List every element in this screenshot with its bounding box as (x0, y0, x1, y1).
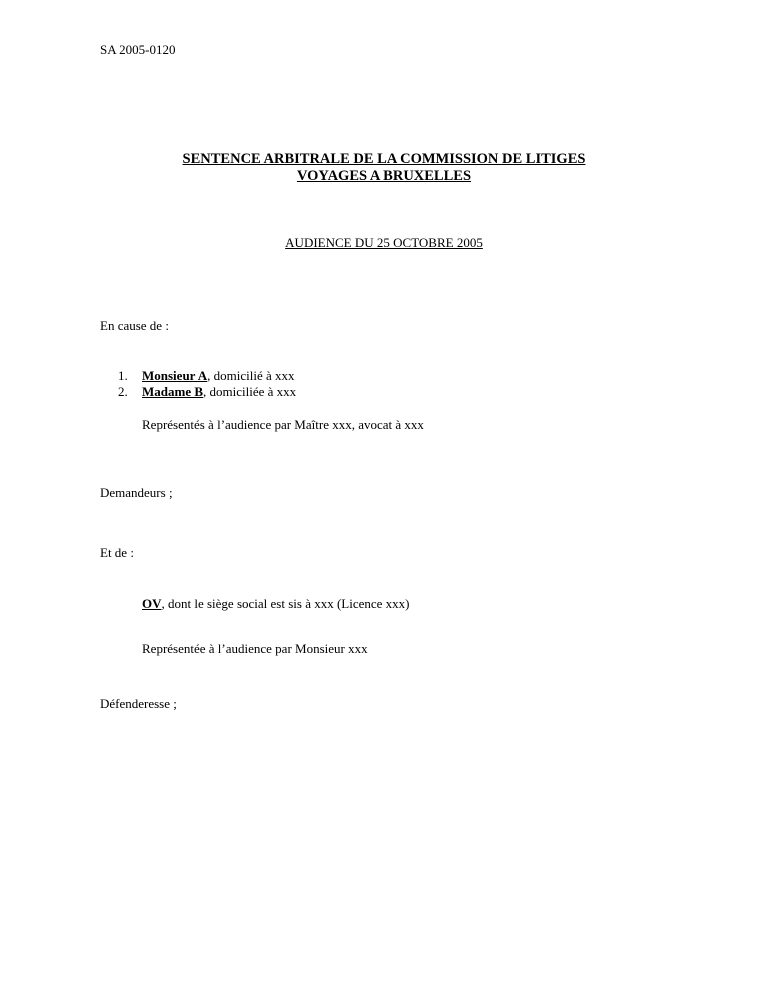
document-title-line-1: SENTENCE ARBITRALE DE LA COMMISSION DE LITIGES (182, 151, 586, 167)
party-number: 1. (118, 368, 128, 383)
defendant-address: , dont le siège social est sis à xxx (Licence xxx) (161, 596, 410, 611)
party-entry (142, 384, 296, 400)
defendant-name: OV (142, 596, 162, 611)
party-name: Monsieur A (142, 368, 208, 383)
defendant-label: Défenderesse ; (100, 696, 177, 711)
party-number: 2. (118, 384, 128, 399)
party-entry (142, 368, 295, 384)
plaintiffs-label: Demandeurs ; (100, 485, 173, 500)
party-address: , domicilié à xxx (207, 368, 295, 383)
document-title-line-2: VOYAGES A BRUXELLES (296, 168, 472, 184)
plaintiffs-representation: Représentés à l’audience par Maître xxx, avocat à xxx (142, 417, 424, 432)
party-name: Madame B (142, 384, 204, 399)
defendant-representation: Représentée à l’audience par Monsieur xxx (142, 641, 368, 656)
hearing-date: AUDIENCE DU 25 OCTOBRE 2005 (285, 235, 483, 250)
in-cause-of-label: En cause de : (100, 318, 169, 333)
party-address: , domiciliée à xxx (203, 384, 297, 399)
defendant-entry (142, 596, 410, 612)
document-reference: SA 2005-0120 (100, 42, 176, 57)
and-of-label: Et de : (100, 545, 134, 560)
